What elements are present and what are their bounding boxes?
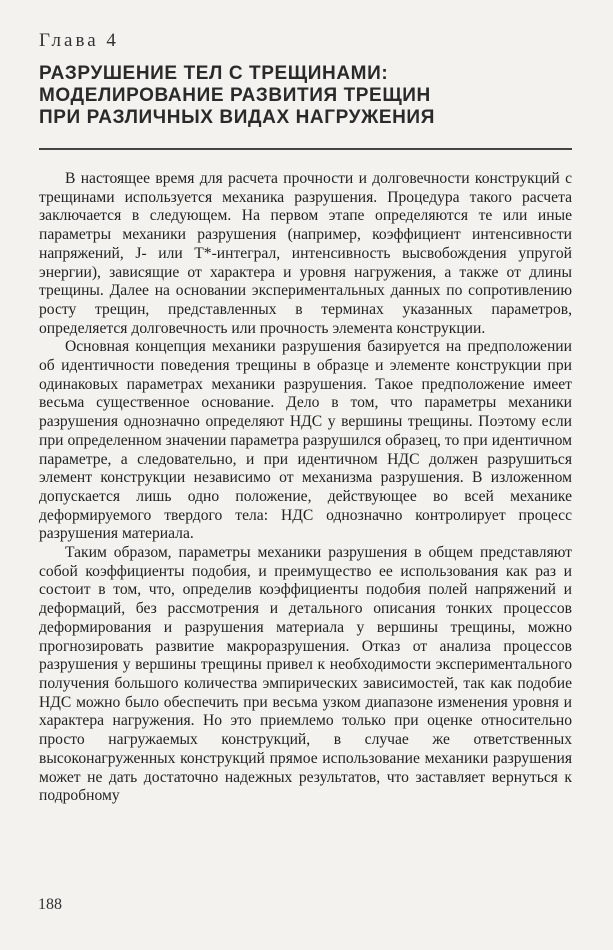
chapter-title-line: МОДЕЛИРОВАНИЕ РАЗВИТИЯ ТРЕЩИН — [39, 85, 431, 106]
chapter-title-line: РАЗРУШЕНИЕ ТЕЛ С ТРЕЩИНАМИ: — [39, 63, 389, 84]
paragraph: В настоящее время для расчета прочности и долговечности конструкций с трещинами используется механика разрушения. Процедура такого расчета заключается в следующем. На первом этапе определяются те или иные параметры механики разрушения (например, коэффициент интенсивности напряжений, J- или T*-интеграл, интенсивность высвобождения упругой энергии), зависящие от характера и уровня нагружения, а также от длины трещины. Далее на основании экспериментальных данных по сопротивлению росту трещин, представленных в терминах указанных параметров, определяется долговечность или прочность элемента конструкции. — [39, 170, 572, 337]
chapter-title — [39, 63, 579, 129]
body-text — [39, 170, 572, 806]
title-divider — [39, 148, 572, 150]
page-number: 188 — [38, 896, 62, 913]
paragraph: Основная концепция механики разрушения базируется на предположении об идентичности поведения трещины в образце и элементе конструкции при одинаковых параметрах механики разрушения. Такое предположение имеет весьма существенное основание. Дело в том, что параметры механики разрушения однозначно определяют НДС у вершины трещины. Поэтому если при определенном значении параметра разрушился образец, то при идентичном параметре, а следовательно, и при идентичном НДС должен разрушиться элемент конструкции независимо от механизма разрушения. В изложенном допускается лишь одно положение, действующее во всей механике деформируемого твердого тела: НДС однозначно контролирует процесс разрушения материала. — [39, 338, 572, 543]
paragraph: Таким образом, параметры механики разрушения в общем представляют собой коэффициенты подобия, и преимущество ее использования как раз и состоит в том, что, определив коэффициенты подобия полей напряжений и деформаций, без рассмотрения и детального описания тонких процессов деформирования и разрушения материала у вершины трещины, можно прогнозировать развитие макроразрушения. Отказ от анализа процессов разрушения у вершины трещины привел к необходимости экспериментального получения большого количества эмпирических зависимостей, так как подобие НДС можно было обеспечить при весьма узком диапазоне изменения уровня и характера нагружения. Но это приемлемо только при оценке относительно просто нагружаемых конструкций, в случае же ответственных высоконагруженных конструкций прямое использование механики разрушения может не дать достаточно надежных результатов, что заставляет вернуться к подробному — [39, 544, 572, 805]
chapter-label: Глава 4 — [39, 30, 119, 51]
chapter-title-line: ПРИ РАЗЛИЧНЫХ ВИДАХ НАГРУЖЕНИЯ — [39, 107, 435, 128]
